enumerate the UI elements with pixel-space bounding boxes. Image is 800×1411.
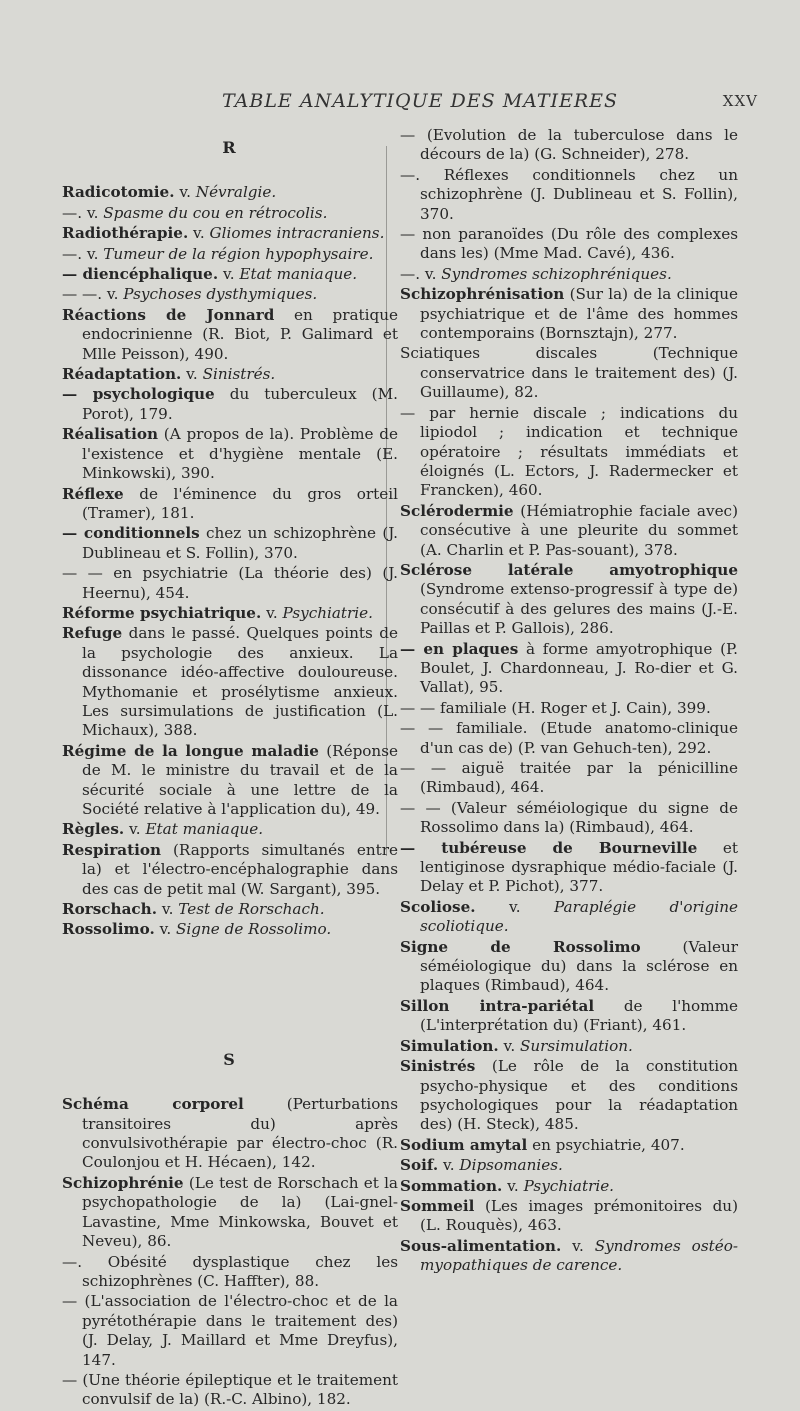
entry-reference: Tumeur de la région hypophysaire. — [103, 244, 374, 263]
index-entry — [62, 742, 398, 820]
index-entry — [62, 564, 398, 603]
index-entry — [400, 344, 738, 402]
entry-text: v. — [181, 365, 203, 384]
index-entry — [400, 938, 738, 996]
entry-text: v. — [124, 820, 146, 839]
entry-text: — (Evolution de la tuberculose dans le décours de la) (G. Schneider), 278. — [400, 126, 738, 164]
entry-text: (Syndrome extenso-progressif à type de) consécutif à des gelures des mains (J.-E. Paillas et P. Gallois), 286. — [420, 580, 738, 638]
entry-text: — — en psychiatrie (La théorie des) (J. Heernu), 454. — [62, 564, 398, 602]
entry-heading: Sodium amytal — [400, 1135, 528, 1154]
page-number: XXV — [722, 92, 758, 110]
index-entry — [62, 1095, 398, 1173]
entry-reference: Etat maniaque. — [145, 820, 264, 839]
index-entry — [400, 719, 738, 758]
index-entry — [400, 265, 738, 284]
entry-text: — — familiale. (Etude anatomo-clinique d'un cas de) (P. van Gehuch-ten), 292. — [400, 719, 738, 757]
index-entry — [62, 920, 398, 939]
entry-reference: Sinistrés. — [202, 365, 276, 384]
entry-reference: Dipsomanies. — [459, 1156, 563, 1175]
entry-heading: Réalisation — [62, 425, 159, 444]
entry-heading: — en plaques — [400, 639, 519, 658]
entry-text: — (L'association de l'électro-choc et de la pyrétothérapie dans le traitement des) (J. Delay, J. Maillard et Mme Dreyfus), 147. — [62, 1292, 398, 1369]
entry-text: v. — [188, 224, 210, 243]
entry-text: — (Une théorie épileptique et le traitement convulsif de la) (R.-C. Albino), 182. — [62, 1370, 398, 1409]
entry-text: (Perturbations transitoires du) après convulsivothérapie par électro-choc (R. Coulonjou et H. Hécaen), 142. — [82, 1095, 399, 1172]
entry-text: en psychiatrie, 407. — [527, 1135, 685, 1154]
entry-text: (Hémiatrophie faciale avec) consécutive à une pleurite du sommet (A. Charlin et P. Pas-souant), 378. — [420, 501, 738, 559]
right-column — [400, 126, 738, 1277]
entry-heading: Sommeil — [400, 1196, 475, 1215]
index-entry — [62, 183, 398, 202]
index-entry — [62, 524, 398, 563]
entry-heading: Refuge — [62, 624, 123, 643]
entry-heading: Sous-alimentation. — [400, 1236, 562, 1255]
index-entry — [62, 1292, 398, 1370]
entry-text: et lentiginose dysraphique médio-faciale (J. Delay et P. Pichot), 377. — [420, 838, 739, 896]
entry-heading: — conditionnels — [62, 524, 200, 543]
entry-heading: Réadaptation. — [62, 365, 182, 384]
entry-text: —. v. — [400, 264, 442, 283]
entry-heading: — tubéreuse de Bourneville — [400, 838, 698, 857]
entry-heading: Rossolimo. — [62, 920, 155, 939]
entry-heading: Radiothérapie. — [62, 224, 189, 243]
entry-heading: Sclérodermie — [400, 501, 514, 520]
entry-heading: Sillon intra-pariétal — [400, 996, 595, 1015]
entry-reference: Psychiatrie. — [282, 603, 373, 622]
entry-text: v. — [174, 183, 196, 202]
index-entry — [62, 425, 398, 483]
index-entry — [62, 265, 398, 284]
entry-text: chez un schizophrène (J. Dublineau et S. Follin), 370. — [82, 524, 399, 562]
index-entry — [400, 799, 738, 838]
index-entry — [400, 898, 738, 937]
index-entry — [62, 624, 398, 740]
index-entry — [62, 604, 398, 623]
entry-reference: Test de Rorschach. — [178, 900, 325, 919]
index-entry — [62, 1371, 398, 1410]
left-column — [62, 126, 398, 1411]
entry-text: — — aiguë traitée par la pénicilline (Rimbaud), 464. — [400, 759, 738, 797]
entry-text: v. — [561, 1236, 595, 1255]
section-letter-r: R — [222, 138, 238, 157]
index-entry — [400, 1057, 738, 1135]
entry-text: (Sur la) de la clinique psychiatrique et de l'âme des hommes contemporains (Bornsztajn), 277. — [420, 285, 738, 343]
entries-s — [62, 1095, 398, 1410]
index-entry — [62, 841, 398, 899]
index-entry — [62, 204, 398, 223]
entry-reference: Syndromes ostéo-myopathiques de carence. — [420, 1236, 738, 1275]
entries-r — [62, 183, 398, 939]
entry-text: v. — [157, 900, 179, 919]
entry-text: dans le passé. Quelques points de la psychologie des anxieux. La dissonance idéo-affective douloureuse. Mythomanie et prosélytisme anxieux. Les sursimulations de justification (L. Michaux), 388. — [82, 624, 398, 740]
entry-text: — — (Valeur séméiologique du signe de Rossolimo dans la) (Rimbaud), 464. — [400, 798, 738, 837]
entry-heading: Rorschach. — [62, 900, 158, 919]
index-entry — [400, 166, 738, 224]
entry-text: Sciatiques discales (Technique conservatrice dans le traitement des) (J. Guillaume), 82. — [400, 344, 738, 402]
index-entry — [400, 699, 738, 718]
index-entry — [62, 485, 398, 524]
entry-heading: Schéma corporel — [62, 1095, 244, 1114]
index-entry — [62, 385, 398, 424]
entry-text: —. Réflexes conditionnels chez un schizophrène (J. Dublineau et S. Follin), 370. — [400, 165, 738, 223]
entry-reference: Signe de Rossolimo. — [176, 920, 332, 939]
index-entry — [400, 1197, 738, 1236]
index-entry — [400, 759, 738, 798]
entry-heading: Régime de la longue maladie — [62, 741, 319, 760]
entry-heading: — diencéphalique. — [62, 265, 219, 284]
index-entry — [400, 1156, 738, 1175]
entry-reference: Spasme du cou en rétrocolis. — [103, 203, 328, 222]
index-entry — [400, 225, 738, 264]
index-entry — [62, 820, 398, 839]
entry-text: (Rapports simultanés entre la) et l'électro-encéphalographie dans des cas de petit mal (W. Sargant), 395. — [82, 840, 398, 898]
entry-text: —. v. — [62, 244, 104, 263]
entry-text: du tuberculeux (M. Porot), 179. — [82, 385, 398, 423]
index-entry — [400, 1037, 738, 1056]
index-entry — [62, 365, 398, 384]
entry-heading: Schizophrénie — [62, 1173, 184, 1192]
index-entry — [62, 306, 398, 364]
entry-text: v. — [438, 1156, 460, 1175]
index-entry — [400, 561, 738, 639]
entry-reference: Psychoses dysthymiques. — [123, 285, 318, 304]
index-entry — [62, 285, 398, 304]
entry-heading: Scoliose. — [400, 897, 476, 916]
entry-text: en pratique endocrinienne (R. Biot, P. Galimard et Mlle Peisson), 490. — [82, 305, 398, 363]
index-entry — [400, 285, 738, 343]
entry-reference: Paraplégie d'origine scoliotique. — [420, 897, 739, 936]
entry-heading: Respiration — [62, 840, 162, 859]
index-entry — [62, 245, 398, 264]
entry-heading: Schizophrénisation — [400, 285, 565, 304]
index-entry — [62, 900, 398, 919]
index-entry — [400, 839, 738, 897]
entry-heading: Sclérose latérale amyotrophique — [400, 560, 738, 579]
entry-text: v. — [475, 897, 555, 916]
entry-heading: Signe de Rossolimo — [400, 937, 641, 956]
index-entry — [400, 126, 738, 165]
entry-text: —. v. — [62, 203, 104, 222]
index-entry — [62, 1174, 398, 1252]
index-entry — [400, 404, 738, 501]
section-letter-s: S — [223, 1049, 237, 1069]
entry-heading: Sinistrés — [400, 1057, 476, 1076]
entry-reference: Psychiatrie. — [523, 1176, 615, 1195]
entry-text: v. — [502, 1176, 524, 1195]
running-title: TABLE ANALYTIQUE DES MATIERES — [222, 90, 619, 112]
running-header — [0, 90, 800, 120]
index-entry — [400, 1237, 738, 1276]
entry-text: (A propos de la). Problème de l'existence et d'hygiène mentale (E. Minkowski), 390. — [82, 425, 398, 483]
entry-text: —. Obésité dysplastique chez les schizophrènes (C. Haffter), 88. — [62, 1252, 398, 1290]
index-entry — [400, 1136, 738, 1155]
index-entry — [400, 1177, 738, 1196]
index-entry — [62, 1253, 398, 1292]
entry-reference: Gliomes intracraniens. — [209, 224, 385, 243]
entry-text: — par hernie discale ; indications du lipiodol ; indication et technique opératoire ; résultats immédiats et éloignés (L. Ectors, J. Radermecker et Francken), 460. — [400, 403, 738, 500]
entry-text: (Le test de Rorschach et la psychopathologie de la) (Lai-gnel-Lavastine, Mme Minkowska, Bouvet et Neveu), 86. — [82, 1173, 398, 1251]
entry-text: de l'homme (L'interprétation du) (Friant), 461. — [420, 996, 738, 1035]
entry-heading: Sommation. — [400, 1176, 503, 1195]
entry-heading: Règles. — [62, 820, 125, 839]
entry-reference: Sursimulation. — [519, 1036, 633, 1055]
entry-reference: Névralgie. — [195, 183, 277, 202]
entry-reference: Syndromes schizophréniques. — [441, 264, 672, 283]
entry-text: — non paranoïdes (Du rôle des complexes dans les) (Mme Mad. Cavé), 436. — [400, 225, 738, 263]
entries-right — [400, 126, 738, 1276]
entry-text: (Le rôle de la constitution psycho-physique et des conditions psychologiques pour la réadaptation des) (H. Steck), 485. — [420, 1057, 738, 1134]
entry-reference: Etat maniaque. — [239, 265, 358, 284]
entry-text: (Réponse de M. le ministre du travail et de la sécurité sociale à une lettre de la Société relative à l'application du), 49. — [82, 741, 398, 818]
entry-heading: Simulation. — [400, 1036, 499, 1055]
entry-heading: Radicotomie. — [62, 183, 175, 202]
entry-heading: Réflexe — [62, 484, 124, 503]
index-entry — [400, 502, 738, 560]
entry-heading: Réforme psychiatrique. — [62, 603, 262, 622]
entry-text: v. — [261, 603, 283, 622]
entry-text: — — familiale (H. Roger et J. Cain), 399. — [400, 698, 711, 717]
entry-heading: Soif. — [400, 1156, 439, 1175]
entry-text: v. — [498, 1036, 520, 1055]
entry-text: (Les images prémonitoires du) (L. Rouquès), 463. — [420, 1196, 738, 1235]
entry-text: v. — [154, 920, 177, 939]
entry-heading: — psychologique — [62, 385, 215, 404]
entry-heading: Réactions de Jonnard — [62, 305, 275, 324]
index-entry — [62, 224, 398, 243]
entry-text: (Valeur séméiologique du) dans la sclérose en plaques (Rimbaud), 464. — [420, 937, 738, 995]
entry-text: à forme amyotrophique (P. Boulet, J. Chardonneau, J. Ro-dier et G. Vallat), 95. — [420, 639, 738, 697]
entry-text: — —. v. — [62, 285, 124, 304]
entry-text: v. — [218, 265, 240, 284]
index-entry — [400, 997, 738, 1036]
entry-text: de l'éminence du gros orteil (Tramer), 181. — [82, 484, 398, 522]
index-entry — [400, 640, 738, 698]
